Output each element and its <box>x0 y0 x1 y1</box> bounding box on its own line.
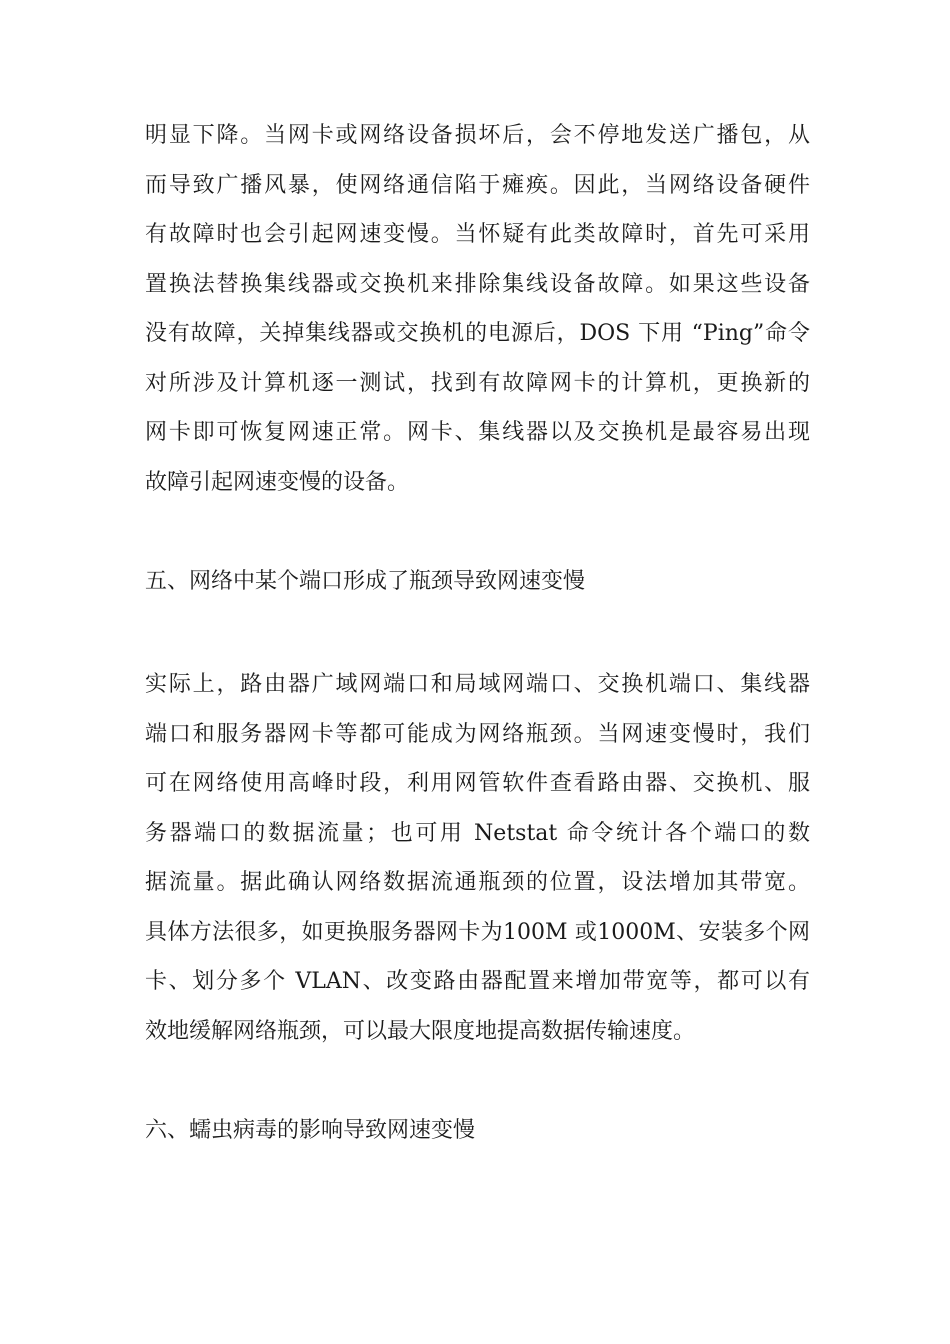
section-heading-6: 六、蠕虫病毒的影响导致网速变慢 <box>145 1118 476 1143</box>
paragraph-line: 对所涉及计算机逐一测试，找到有故障网卡的计算机，更换新的 <box>145 370 810 396</box>
paragraph-line: 效地缓解网络瓶颈，可以最大限度地提高数据传输速度。 <box>145 1018 696 1044</box>
paragraph-line: 实际上，路由器广域网端口和局域网端口、交换机端口、集线器 <box>145 672 810 697</box>
paragraph-line: 置换法替换集线器或交换机来排除集线设备故障。如果这些设备 <box>145 271 810 297</box>
paragraph-line: 据流量。据此确认网络数据流通瓶颈的位置，设法增加其带宽。 <box>145 870 810 895</box>
paragraph-line: 明显下降。当网卡或网络设备损坏后，会不停地发送广播包，从 <box>145 123 810 148</box>
section-heading-5: 五、网络中某个端口形成了瓶颈导致网速变慢 <box>145 569 586 594</box>
paragraph-line: 具体方法很多，如更换服务器网卡为100M 或1000M、安装多个网 <box>145 919 810 945</box>
paragraph-line: 没有故障，关掉集线器或交换机的电源后，DOS 下用 “Ping”命令 <box>145 321 810 346</box>
paragraph-line: 卡、划分多个 VLAN、改变路由器配置来增加带宽等，都可以有 <box>145 969 810 994</box>
paragraph-line: 故障引起网速变慢的设备。 <box>145 469 410 495</box>
paragraph-line: 可在网络使用高峰时段，利用网管软件查看路由器、交换机、服 <box>145 771 810 796</box>
paragraph-network-hardware-fault <box>145 111 810 507</box>
paragraph-line: 有故障时也会引起网速变慢。当怀疑有此类故障时，首先可采用 <box>145 222 810 247</box>
paragraph-line: 端口和服务器网卡等都可能成为网络瓶颈。当网速变慢时，我们 <box>145 721 810 747</box>
paragraph-line: 网卡即可恢复网速正常。网卡、集线器以及交换机是最容易出现 <box>145 420 810 445</box>
paragraph-line: 而导致广播风暴，使网络通信陷于瘫痪。因此，当网络设备硬件 <box>145 172 810 198</box>
paragraph-port-bottleneck <box>145 660 810 1056</box>
paragraph-line: 务器端口的数据流量；也可用 Netstat 命令统计各个端口的数 <box>145 820 810 846</box>
